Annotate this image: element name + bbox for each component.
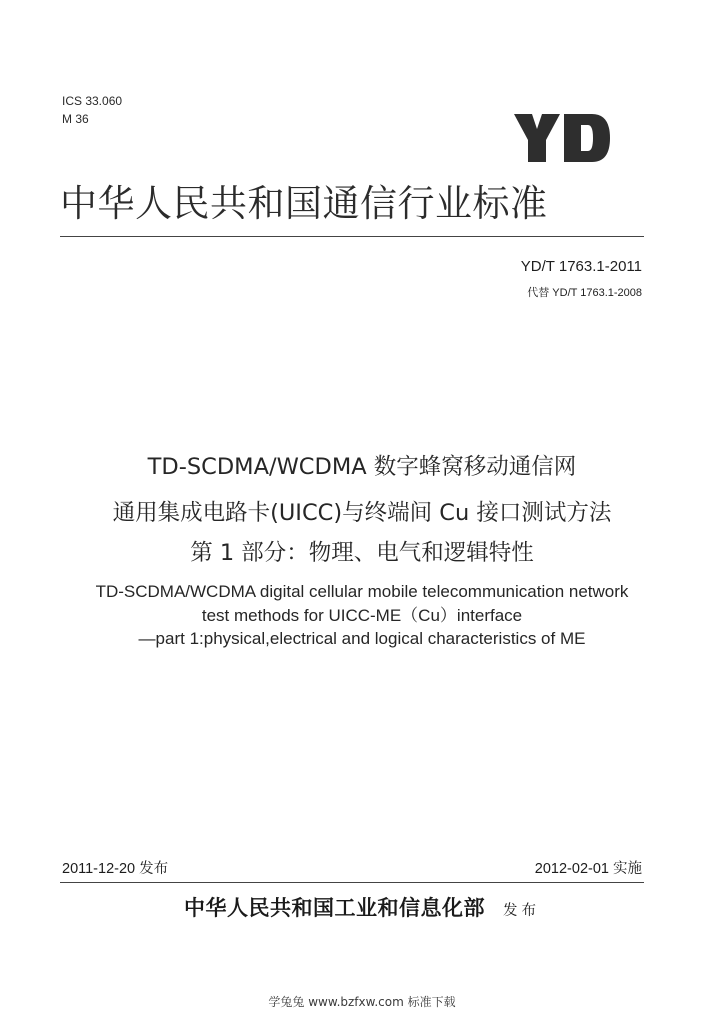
publisher-action: 发布 xyxy=(503,903,540,919)
chinese-title-line: 第 1 部分：物理、电气和逻辑特性 xyxy=(190,540,534,566)
classification-code: M 36 xyxy=(62,112,89,126)
download-watermark: 学兔兔 www.bzfxw.com 标准下载 xyxy=(268,995,456,1009)
publisher-name: 中华人民共和国工业和信息化部 xyxy=(184,895,485,920)
chinese-title-line: TD-SCDMA/WCDMA 数字蜂窝移动通信网 xyxy=(147,454,577,480)
english-title-line: TD-SCDMA/WCDMA digital cellular mobile telecommunication network xyxy=(95,582,629,601)
issue-date: 2011-12-20 发布 xyxy=(62,861,169,877)
standard-category-title: 中华人民共和国通信行业标准 xyxy=(60,182,548,225)
ics-code: ICS 33.060 xyxy=(62,94,123,108)
standard-number: YD/T 1763.1-2011 xyxy=(520,258,642,275)
yd-logo xyxy=(512,112,612,164)
english-title-line: —part 1:physical,electrical and logical characteristics of ME xyxy=(138,629,586,648)
date-divider xyxy=(60,882,644,883)
chinese-title-line: 通用集成电路卡(UICC)与终端间 Cu 接口测试方法 xyxy=(112,500,612,526)
replaces-standard: 代替 YD/T 1763.1-2008 xyxy=(527,287,642,299)
title-divider xyxy=(60,236,644,237)
implementation-date: 2012-02-01 实施 xyxy=(534,861,642,877)
english-title-line: test methods for UICC-ME（Cu）interface xyxy=(201,606,523,625)
publisher-block xyxy=(0,894,724,925)
